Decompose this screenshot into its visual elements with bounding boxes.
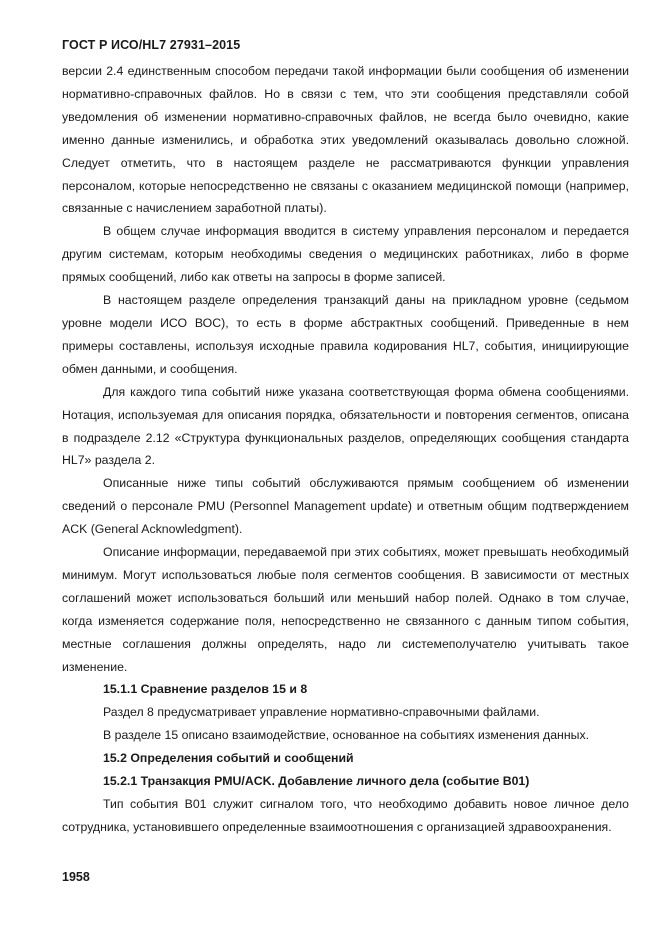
section-heading: 15.1.1 Сравнение разделов 15 и 8 xyxy=(103,682,308,697)
paragraph: Описанные ниже типы событий обслуживаются прямым сообщением об изменении сведений о персонале PMU (Personnel Management update) и ответным общим подтверждением ACK (General Acknowledgment). xyxy=(62,476,629,537)
section-heading: 15.2 Определения событий и сообщений xyxy=(103,751,354,766)
paragraph: версии 2.4 единственным способом передачи такой информации были сообщения об изменении нормативно-справочных файлов. Но в связи с тем, что эти сообщения представляли собой уведомления об изменении нормативно-справочных файлов, не всегда было очевидно, какие именно данные изменились, и обработка этих уведомлений оказывалась довольно сложной. Следует отметить, что в настоящем разделе не рассматриваются функции управления персоналом, которые непосредственно не связаны с оказанием медицинской помощи (например, связанные с начислением заработной платы). xyxy=(62,64,629,216)
paragraph: В разделе 15 описано взаимодействие, основанное на событиях изменения данных. xyxy=(103,728,590,743)
running-header: ГОСТ Р ИСО/HL7 27931–2015 xyxy=(62,38,241,52)
paragraph: Тип события B01 служит сигналом того, что необходимо добавить новое личное дело сотрудника, установившего определенные взаимоотношения с организацией здравоохранения. xyxy=(62,797,629,834)
body-text xyxy=(62,60,629,839)
paragraph: В настоящем разделе определения транзакций даны на прикладном уровне (седьмом уровне модели ИСО ВОС), то есть в форме абстрактных сообщений. Приведенные в нем примеры составлены, используя исходные правила кодирования HL7, события, инициирующие обмен данными, и сообщения. xyxy=(62,293,629,376)
section-heading: 15.2.1 Транзакция PMU/ACK. Добавление личного дела (событие B01) xyxy=(103,774,530,789)
page-number: 1958 xyxy=(62,870,90,884)
paragraph: Описание информации, передаваемой при этих событиях, может превышать необходимый минимум. Могут использоваться любые поля сегментов сообщения. В зависимости от местных соглашений может использоваться больший или меньший набор полей. Однако в том случае, когда изменяется содержание поля, непосредственно не связанного с данным типом события, местные соглашения должны определять, надо ли системеполучателю учитывать такое изменение. xyxy=(62,545,629,674)
paragraph: Для каждого типа событий ниже указана соответствующая форма обмена сообщениями. Нотация, используемая для описания порядка, обязательности и повторения сегментов, описана в подразделе 2.12 «Структура функциональных разделов, определяющих сообщения стандарта HL7» раздела 2. xyxy=(62,384,629,468)
paragraph: В общем случае информация вводится в систему управления персоналом и передается другим системам, которым необходимы сведения о медицинских работниках, либо в форме прямых сообщений, либо как ответы на запросы в форме записей. xyxy=(62,224,629,285)
paragraph: Раздел 8 предусматривает управление нормативно-справочными файлами. xyxy=(103,705,540,720)
